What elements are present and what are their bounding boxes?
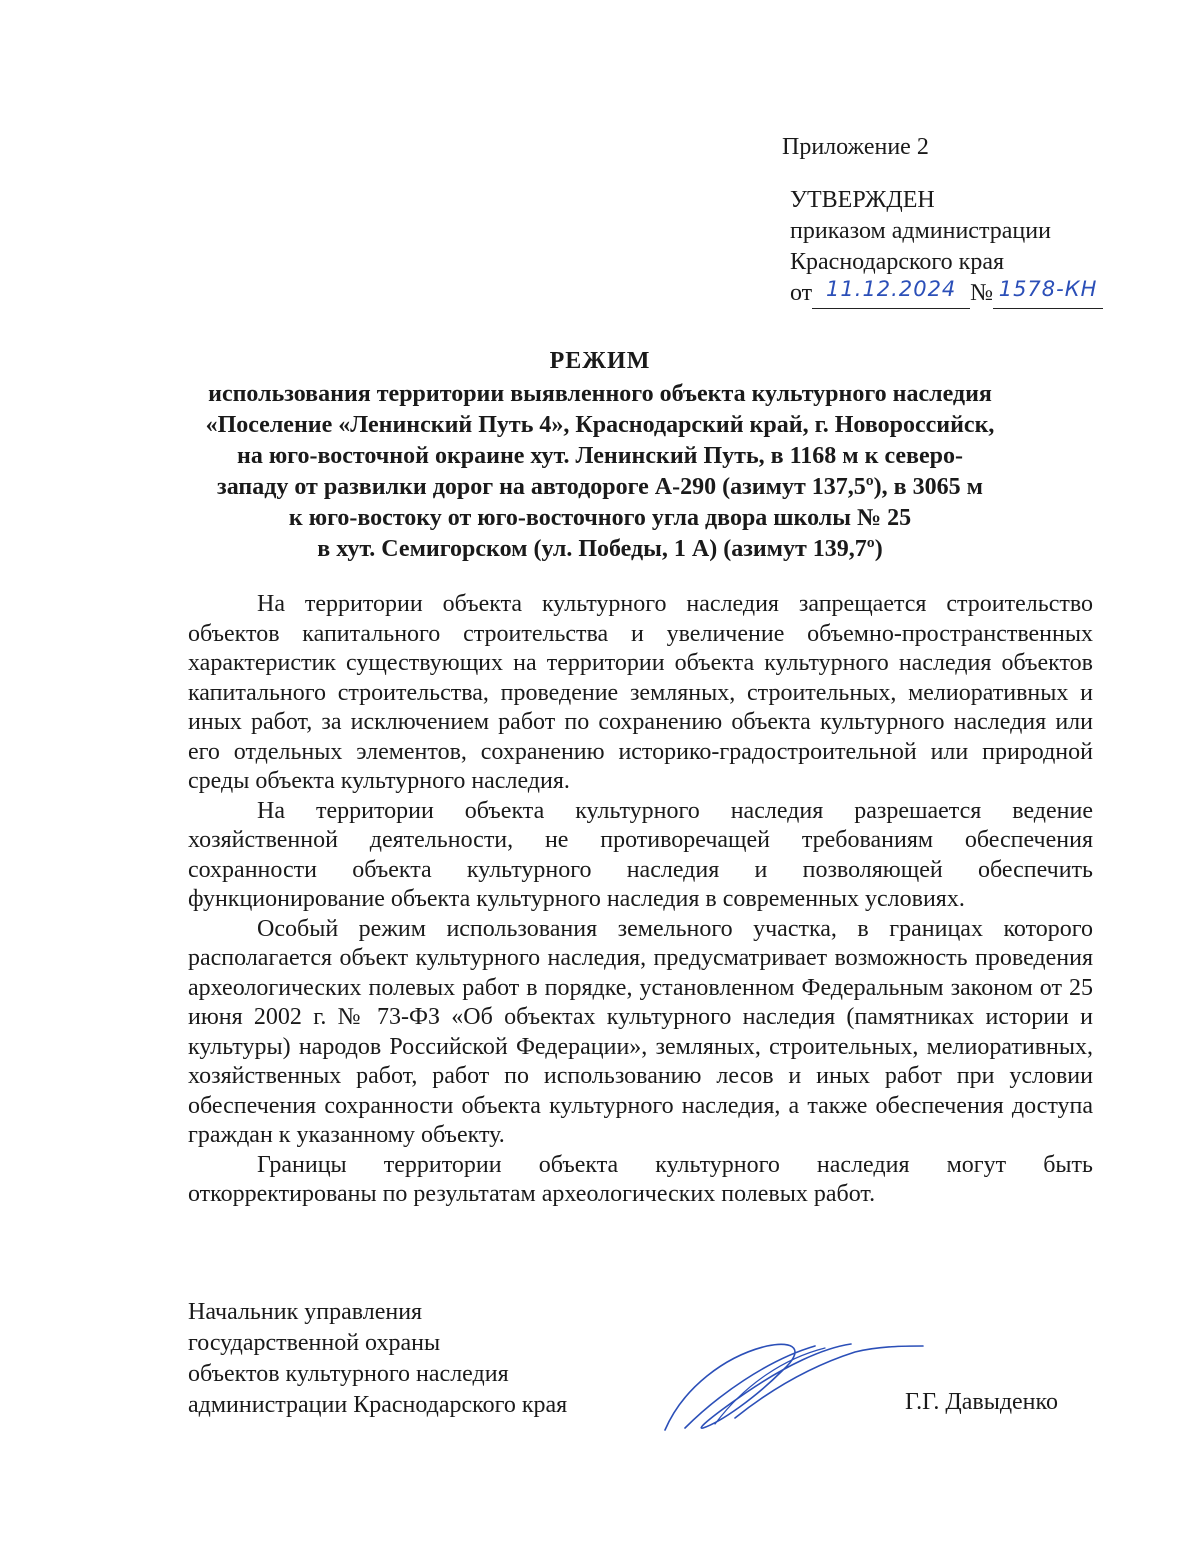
document-body <box>188 590 1093 1210</box>
position-line: Начальник управления <box>188 1299 423 1325</box>
body-paragraph: Границы территории объекта культурного наследия могут быть откорректированы по результатам археологических полевых работ. <box>188 1151 1093 1207</box>
approval-stamp-block <box>782 132 1103 309</box>
signatory-name: Г.Г. Давыденко <box>905 1389 1058 1415</box>
body-paragraph: Особый режим использования земельного участка, в границах которого располагается объект культурного наследия, предусматривает возможность проведения археологических полевых работ в порядке, установленном Федеральным законом от 25 июня 2002 г. № 73-ФЗ «Об объектах культурного наследия (памятниках истории и культуры) народов Российской Федерации», земляных, строительных, мелиоративных, хозяйственных работ, работ по использованию лесов и иных работ при условии обеспечения сохранности объекта культурного наследия, а также обеспечения доступа граждан к указанному объекту. <box>188 915 1093 1148</box>
document-title <box>150 346 1050 565</box>
handwritten-date: 11.12.2024 <box>826 277 957 301</box>
position-line: объектов культурного наследия <box>188 1361 509 1387</box>
title-line: к юго-востоку от юго-восточного угла двора школы № 25 <box>288 505 912 531</box>
approved-label: УТВЕРЖДЕН <box>790 187 935 213</box>
body-paragraph: На территории объекта культурного наследия запрещается строительство объектов капитального строительства и увеличение объемно-пространственных характеристик существующих на территории объекта культурного наследия объектов капитального строительства, проведение земляных, строительных, мелиоративных и иных работ, за исключением работ по сохранению объекта культурного наследия или его отдельных элементов, сохранению историко-градостроительной или природной среды объекта культурного наследия. <box>188 591 1093 794</box>
handwritten-number: 1578-КН <box>998 277 1098 301</box>
order-line-2: Краснодарского края <box>790 249 1005 275</box>
number-field <box>993 277 1103 309</box>
title-line: использования территории выявленного объекта культурного наследия <box>208 381 992 407</box>
date-number-line <box>790 278 1103 309</box>
title-line: в хут. Семигорском (ул. Победы, 1 А) (азимут 139,7º) <box>317 536 883 562</box>
title-line: «Поселение «Ленинский Путь 4», Краснодарский край, г. Новороссийск, <box>205 412 995 438</box>
handwritten-signature <box>655 1318 925 1438</box>
title-line: на юго-восточной окраине хут. Ленинский Путь, в 1168 м к северо- <box>236 443 963 469</box>
signatory-position <box>188 1297 567 1421</box>
title-heading: РЕЖИМ <box>549 348 651 374</box>
number-prefix: № <box>970 280 994 306</box>
body-paragraph: На территории объекта культурного наследия разрешается ведение хозяйственной деятельности, не противоречащей требованиям обеспечения сохранности объекта культурного наследия и позволяющей обеспечить функционирование объекта культурного наследия в современных условиях. <box>188 797 1093 912</box>
date-prefix: от <box>790 280 813 306</box>
date-field <box>812 277 970 309</box>
position-line: администрации Краснодарского края <box>188 1392 568 1418</box>
order-line-1: приказом администрации <box>790 218 1051 244</box>
title-line: западу от развилки дорог на автодороге А-290 (азимут 137,5º), в 3065 м <box>217 474 983 500</box>
signature-stroke <box>665 1344 923 1430</box>
position-line: государственной охраны <box>188 1330 441 1356</box>
approval-text <box>790 185 1103 309</box>
appendix-label: Приложение 2 <box>782 134 929 160</box>
